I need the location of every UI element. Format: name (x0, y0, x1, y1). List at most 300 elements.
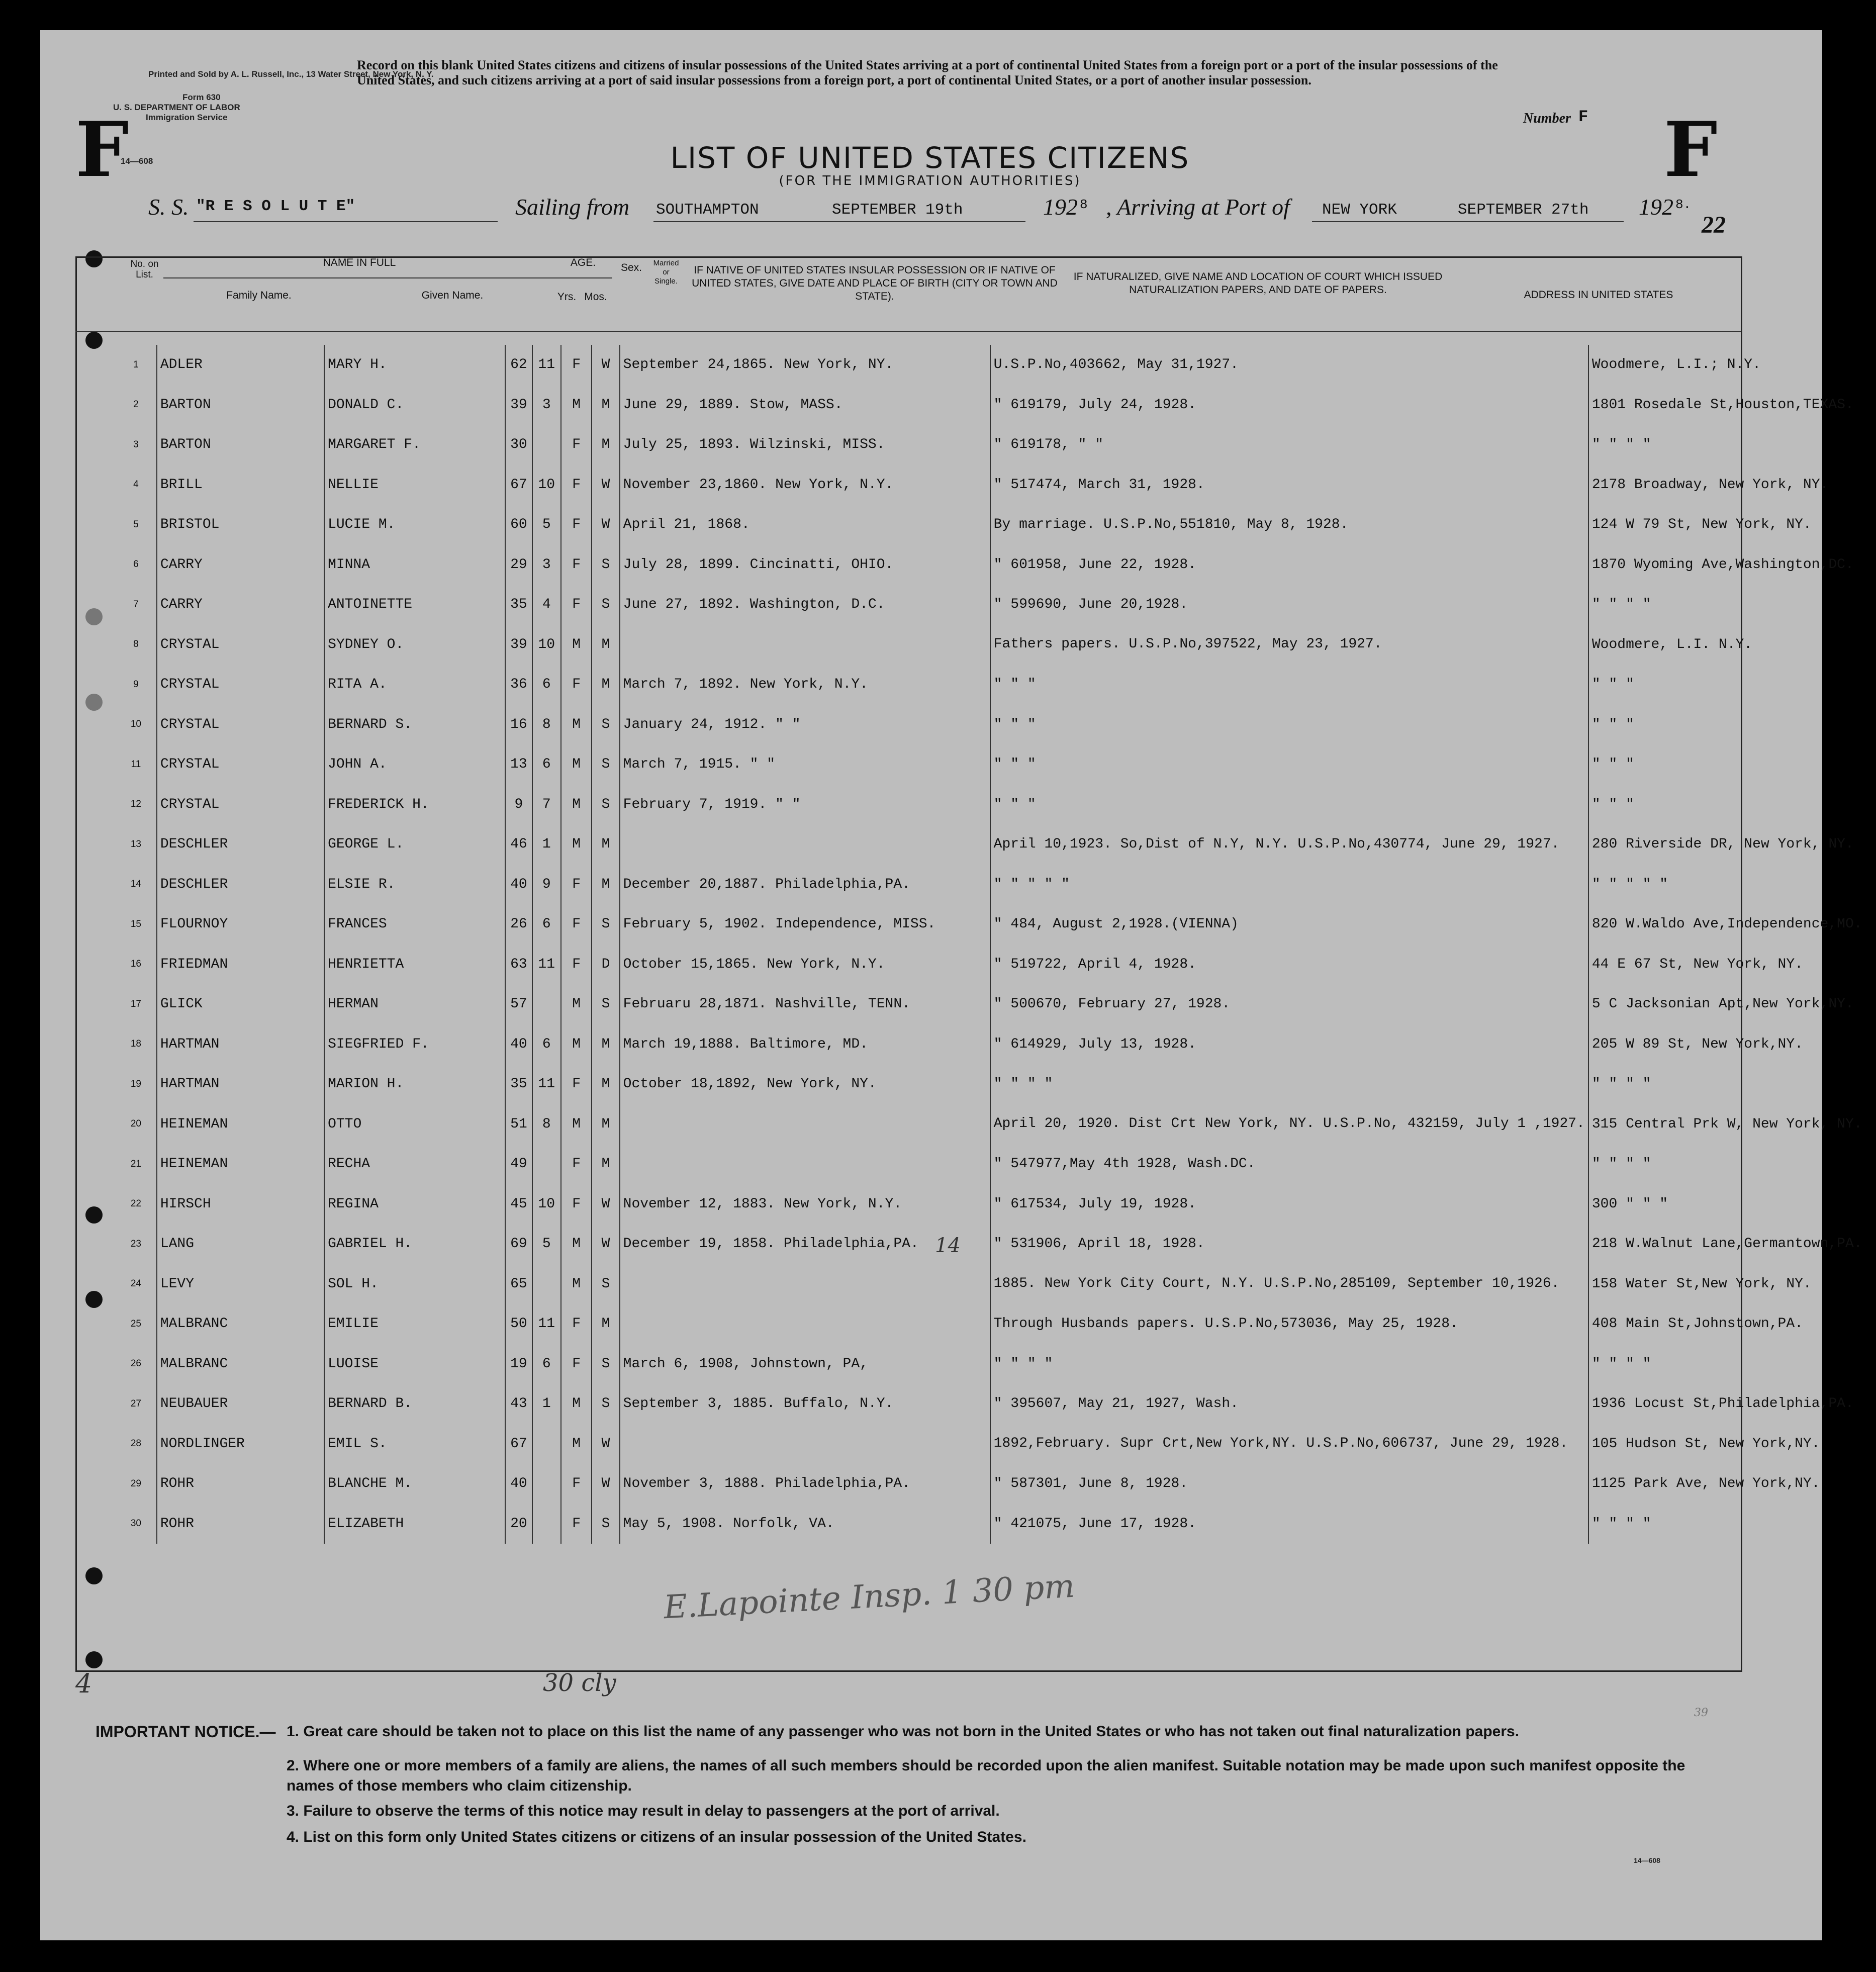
given-name: HENRIETTA (324, 945, 505, 985)
table-row (116, 984, 1876, 1024)
family-name: CRYSTAL (157, 744, 324, 785)
given-name: HERMAN (324, 984, 505, 1024)
birth-info (620, 1424, 990, 1464)
header-married: Married or Single. (653, 259, 679, 286)
family-name: NEUBAUER (157, 1384, 324, 1424)
age-years: 60 (505, 505, 532, 545)
record-instructions: Record on this blank United States citizens and citizens of insular possessions of the United States arriving at a port of continental United States from a foreign port or a port of the insular possessions of the United States, and such citizens arriving at a port of said insular possessions from a foreign port, a port of continental United States, or a port of another insular possession. (357, 58, 1498, 87)
table-row (116, 1264, 1876, 1304)
age-months (532, 984, 561, 1024)
naturalization-info: " 587301, June 8, 1928. (990, 1464, 1588, 1504)
marital-status: S (592, 984, 619, 1024)
age-years: 36 (505, 665, 532, 705)
row-number: 8 (116, 625, 157, 665)
birth-info (620, 625, 990, 665)
age-months: 5 (532, 505, 561, 545)
naturalization-info: " 619178, " " (990, 425, 1588, 465)
us-address: " " " " (1591, 1356, 1651, 1372)
citizen-count-note: 30 cly (543, 1669, 616, 1697)
given-name: MARGARET F. (324, 425, 505, 465)
us-address: 1801 Rosedale St,Houston,TEXAS. (1591, 397, 1854, 413)
given-name: MARY H. (324, 345, 505, 385)
family-name: CRYSTAL (157, 785, 324, 825)
marital-status: M (592, 665, 619, 705)
sex: F (561, 945, 592, 985)
naturalization-info: " 395607, May 21, 1927, Wash. (990, 1384, 1588, 1424)
sex: M (561, 1424, 592, 1464)
given-name: BERNARD S. (324, 705, 505, 745)
sex: M (561, 785, 592, 825)
table-row (116, 385, 1876, 425)
marital-status: S (592, 785, 619, 825)
sex: M (561, 385, 592, 425)
us-address: Woodmere, L.I. N.Y. (1591, 636, 1753, 652)
age-months: 5 (532, 1224, 561, 1264)
family-name: HEINEMAN (157, 1104, 324, 1145)
row-number: 19 (116, 1064, 157, 1104)
departure-port: SOUTHAMPTON (656, 201, 759, 219)
header-name-in-full: NAME IN FULL (323, 257, 396, 268)
us-address: " " " " (1591, 1156, 1651, 1172)
header-family: Family Name. (226, 290, 292, 301)
departure-year-prefix: 192 (1043, 194, 1078, 220)
given-name: JOHN A. (324, 744, 505, 785)
row-number: 2 (116, 385, 157, 425)
family-name: HARTMAN (157, 1064, 324, 1104)
naturalization-info: 1892,February. Supr Crt,New York,NY. U.S.P.No,606737, June 29, 1928. (990, 1424, 1588, 1464)
table-row (116, 345, 1876, 385)
naturalization-info: 1885. New York City Court, N.Y. U.S.P.No,285109, September 10,1926. (990, 1264, 1588, 1304)
family-name: CARRY (157, 545, 324, 585)
birth-info: October 15,1865. New York, N.Y. (620, 945, 990, 985)
us-address: " " " (1591, 757, 1634, 773)
us-address: 408 Main St,Johnstown,PA. (1591, 1316, 1803, 1332)
row-number: 12 (116, 785, 157, 825)
birth-info: February 7, 1919. " " (620, 785, 990, 825)
row-number: 9 (116, 665, 157, 705)
marital-status: W (592, 1464, 619, 1504)
naturalization-info: " " " (990, 665, 1588, 705)
family-name: MALBRANC (157, 1344, 324, 1384)
header-sex: Sex. (620, 262, 642, 273)
header-mos: Mos. (584, 291, 607, 303)
age-months (532, 1424, 561, 1464)
age-years: 19 (505, 1344, 532, 1384)
marital-status: W (592, 1184, 619, 1225)
age-months: 4 (532, 585, 561, 625)
age-months: 10 (532, 465, 561, 505)
table-row (116, 1424, 1876, 1464)
table-row (116, 1144, 1876, 1184)
given-name: MARION H. (324, 1064, 505, 1104)
us-address: " " " (1591, 796, 1634, 812)
arriving-label: , Arriving at Port of (1106, 194, 1290, 220)
birth-info: February 5, 1902. Independence, MISS. (620, 904, 990, 945)
given-name: RITA A. (324, 665, 505, 705)
age-months: 11 (532, 1064, 561, 1104)
table-row (116, 1064, 1876, 1104)
departure-underline (653, 221, 1025, 222)
manifest-table (116, 345, 1876, 1544)
naturalization-info: By marriage. U.S.P.No,551810, May 8, 1928. (990, 505, 1588, 545)
given-name: ANTOINETTE (324, 585, 505, 625)
family-name: FLOURNOY (157, 904, 324, 945)
family-name: BARTON (157, 385, 324, 425)
us-address: 44 E 67 St, New York, NY. (1591, 956, 1803, 972)
printer-line: Printed and Sold by A. L. Russell, Inc., 13 Water Street, New York, N. Y. (148, 69, 434, 79)
naturalization-info: April 20, 1920. Dist Crt New York, NY. U.S.P.No, 432159, July 1 ,1927. (990, 1104, 1588, 1145)
header-rule (75, 331, 1741, 332)
sex: M (561, 1104, 592, 1145)
family-name: HEINEMAN (157, 1144, 324, 1184)
naturalization-info: " 599690, June 20,1928. (990, 585, 1588, 625)
given-name: LUCIE M. (324, 505, 505, 545)
age-months: 3 (532, 385, 561, 425)
family-name: HARTMAN (157, 1024, 324, 1065)
age-header-rule (552, 277, 612, 278)
age-months: 6 (532, 665, 561, 705)
age-months: 1 (532, 1384, 561, 1424)
naturalization-info: " 519722, April 4, 1928. (990, 945, 1588, 985)
given-name: ELIZABETH (324, 1504, 505, 1544)
sex: F (561, 1504, 592, 1544)
birth-info: October 18,1892, New York, NY. (620, 1064, 990, 1104)
handwritten-figure: 14 (935, 1234, 961, 1257)
us-address: " " " " (1591, 1516, 1651, 1532)
birth-info: May 5, 1908. Norfolk, VA. (620, 1504, 990, 1544)
sex: F (561, 1464, 592, 1504)
family-name: CRYSTAL (157, 705, 324, 745)
age-months (532, 1504, 561, 1544)
given-name: EMILIE (324, 1304, 505, 1344)
table-row (116, 904, 1876, 945)
row-number: 30 (116, 1504, 157, 1544)
row-number: 24 (116, 1264, 157, 1304)
sex: M (561, 705, 592, 745)
row-number: 4 (116, 465, 157, 505)
row-number: 1 (116, 345, 157, 385)
row-number: 5 (116, 505, 157, 545)
important-notice-label: IMPORTANT NOTICE.— (96, 1723, 276, 1741)
given-name: FREDERICK H. (324, 785, 505, 825)
table-row (116, 1184, 1876, 1225)
inspector-signature: E.Lapointe Insp. 1 30 pm (663, 1567, 1076, 1627)
marital-status: W (592, 465, 619, 505)
row-number: 6 (116, 545, 157, 585)
birth-info (620, 824, 990, 865)
naturalization-info: Through Husbands papers. U.S.P.No,573036, May 25, 1928. (990, 1304, 1588, 1344)
sex: F (561, 1344, 592, 1384)
marital-status: S (592, 744, 619, 785)
naturalization-info: U.S.P.No,403662, May 31,1927. (990, 345, 1588, 385)
naturalization-info: " " " (990, 785, 1588, 825)
page-title: LIST OF UNITED STATES CITIZENS (670, 141, 1190, 175)
table-row (116, 705, 1876, 745)
us-address: 280 Riverside DR, New York, NY. (1591, 836, 1854, 853)
marital-status: M (592, 425, 619, 465)
birth-info: September 3, 1885. Buffalo, N.Y. (620, 1384, 990, 1424)
row-number: 10 (116, 705, 157, 745)
row-number: 25 (116, 1304, 157, 1344)
given-name: EMIL S. (324, 1424, 505, 1464)
given-name: SOL H. (324, 1264, 505, 1304)
marital-status: M (592, 1144, 619, 1184)
birth-info: July 28, 1899. Cincinatti, OHIO. (620, 545, 990, 585)
age-months: 3 (532, 545, 561, 585)
table-row (116, 1384, 1876, 1424)
row-number: 21 (116, 1144, 157, 1184)
us-address: " " " " (1591, 1076, 1651, 1092)
age-months (532, 1264, 561, 1304)
age-years: 69 (505, 1224, 532, 1264)
us-address: " " " " (1591, 597, 1651, 613)
age-months: 10 (532, 625, 561, 665)
naturalization-info: " 517474, March 31, 1928. (990, 465, 1588, 505)
age-years: 43 (505, 1384, 532, 1424)
arrival-port: NEW YORK (1322, 201, 1397, 219)
marital-status: W (592, 1224, 619, 1264)
age-years: 40 (505, 865, 532, 905)
table-row (116, 465, 1876, 505)
given-name: RECHA (324, 1144, 505, 1184)
birth-info: December 19, 1858. Philadelphia,PA. (620, 1224, 990, 1264)
table-row (116, 865, 1876, 905)
age-years: 67 (505, 1424, 532, 1464)
age-years: 35 (505, 585, 532, 625)
naturalization-info: " 500670, February 27, 1928. (990, 984, 1588, 1024)
age-months: 1 (532, 824, 561, 865)
us-address: 5 C Jacksonian Apt,New York,NY. (1591, 996, 1854, 1012)
sheet-number: 22 (1702, 212, 1726, 238)
age-months: 11 (532, 945, 561, 985)
table-row (116, 1504, 1876, 1544)
marital-status: S (592, 1384, 619, 1424)
age-years: 39 (505, 385, 532, 425)
age-years: 40 (505, 1024, 532, 1065)
birth-info: December 20,1887. Philadelphia,PA. (620, 865, 990, 905)
age-years: 26 (505, 904, 532, 945)
naturalization-info: " 531906, April 18, 1928. (990, 1224, 1588, 1264)
marital-status: W (592, 1424, 619, 1464)
given-name: SIEGFRIED F. (324, 1024, 505, 1065)
given-name: LUOISE (324, 1344, 505, 1384)
ship-name: "R E S O L U T E" (196, 198, 355, 215)
given-name: MINNA (324, 545, 505, 585)
sex: M (561, 1264, 592, 1304)
row-number: 17 (116, 984, 157, 1024)
age-years: 9 (505, 785, 532, 825)
arrival-underline (1312, 221, 1624, 222)
table-row (116, 1104, 1876, 1145)
arrival-year-prefix: 192 (1639, 194, 1673, 220)
us-address: 1125 Park Ave, New York,NY. (1591, 1476, 1820, 1492)
family-name: FRIEDMAN (157, 945, 324, 985)
number-label: Number (1523, 111, 1571, 126)
birth-info: November 12, 1883. New York, N.Y. (620, 1184, 990, 1225)
sex: F (561, 425, 592, 465)
table-row (116, 545, 1876, 585)
marital-status: M (592, 1304, 619, 1344)
table-row (116, 1344, 1876, 1384)
family-name: CARRY (157, 585, 324, 625)
marital-status: M (592, 824, 619, 865)
family-name: BRISTOL (157, 505, 324, 545)
margin-note: 4 (75, 1669, 92, 1699)
family-name: ADLER (157, 345, 324, 385)
family-name: DESCHLER (157, 824, 324, 865)
header-no: No. on List. (130, 259, 159, 280)
age-months: 6 (532, 744, 561, 785)
sex: F (561, 1064, 592, 1104)
notice-item: 2. Where one or more members of a family are aliens, the names of all such members should be recorded upon the alien manifest. Suitable notation may be made upon such manifest opposite the names of those members who claim citizenship. (287, 1757, 1685, 1794)
age-months (532, 1144, 561, 1184)
notice-item: 3. Failure to observe the terms of this notice may result in delay to passengers at the port of arrival. (287, 1803, 1000, 1819)
ship-underline (194, 221, 498, 222)
header-naturalized: IF NATURALIZED, GIVE NAME AND LOCATION OF COURT WHICH ISSUED NATURALIZATION PAPERS, AND DATE OF PAPERS. (1073, 271, 1443, 296)
header-address: ADDRESS IN UNITED STATES (1524, 289, 1673, 301)
given-name: FRANCES (324, 904, 505, 945)
department-label: U. S. DEPARTMENT OF LABOR (113, 103, 240, 112)
age-months: 7 (532, 785, 561, 825)
given-name: BERNARD B. (324, 1384, 505, 1424)
naturalization-info: " " " " (990, 1064, 1588, 1104)
us-address: 1936 Locust St,Philadelphia,PA. (1591, 1396, 1854, 1412)
table-row (116, 1464, 1876, 1504)
row-number: 18 (116, 1024, 157, 1065)
family-name: ROHR (157, 1504, 324, 1544)
sex: M (561, 984, 592, 1024)
marital-status: M (592, 385, 619, 425)
given-name: REGINA (324, 1184, 505, 1225)
family-name: BARTON (157, 425, 324, 465)
us-address: " " " " " (1591, 876, 1668, 892)
sex: M (561, 1224, 592, 1264)
sex: F (561, 904, 592, 945)
age-years: 57 (505, 984, 532, 1024)
family-name: ROHR (157, 1464, 324, 1504)
naturalization-info: " " " " (990, 1344, 1588, 1384)
sex: F (561, 665, 592, 705)
row-number: 26 (116, 1344, 157, 1384)
naturalization-info: April 10,1923. So,Dist of N.Y, N.Y. U.S.P.No,430774, June 29, 1927. (990, 824, 1588, 865)
sailing-label: Sailing from (515, 194, 630, 220)
marital-status: M (592, 1104, 619, 1145)
naturalization-info: Fathers papers. U.S.P.No,397522, May 23, 1927. (990, 625, 1588, 665)
age-years: 63 (505, 945, 532, 985)
family-name: DESCHLER (157, 865, 324, 905)
sex: F (561, 1184, 592, 1225)
given-name: GEORGE L. (324, 824, 505, 865)
form-number: Form 630 (182, 92, 221, 102)
age-years: 39 (505, 625, 532, 665)
given-name: GABRIEL H. (324, 1224, 505, 1264)
header-native: IF NATIVE OF UNITED STATES INSULAR POSSESSION OR IF NATIVE OF UNITED STATES, GIVE DATE AND PLACE OF BIRTH (CITY OR TOWN AND STATE). (692, 264, 1058, 302)
naturalization-info: " " " (990, 744, 1588, 785)
given-name: SYDNEY O. (324, 625, 505, 665)
us-address: 820 W.Waldo Ave,Independence,MO. (1591, 916, 1862, 932)
row-number: 14 (116, 865, 157, 905)
family-name: BRILL (157, 465, 324, 505)
us-address: " " " " (1591, 437, 1651, 453)
table-row (116, 1024, 1876, 1065)
us-address: 124 W 79 St, New York, NY. (1591, 517, 1812, 533)
sex: F (561, 865, 592, 905)
header-yrs: Yrs. (557, 291, 577, 303)
naturalization-info: " 617534, July 19, 1928. (990, 1184, 1588, 1225)
age-years: 30 (505, 425, 532, 465)
age-months: 11 (532, 1304, 561, 1344)
table-row (116, 505, 1876, 545)
marital-status: M (592, 1064, 619, 1104)
age-months: 6 (532, 1344, 561, 1384)
age-months: 11 (532, 345, 561, 385)
table-row (116, 625, 1876, 665)
naturalization-info: " " " " " (990, 865, 1588, 905)
us-address: Woodmere, L.I.; N.Y. (1591, 357, 1761, 373)
marital-status: S (592, 904, 619, 945)
sex: F (561, 1304, 592, 1344)
sex: F (561, 345, 592, 385)
birth-info: March 7, 1892. New York, N.Y. (620, 665, 990, 705)
age-years: 35 (505, 1064, 532, 1104)
name-header-rule (163, 277, 560, 278)
birth-info: March 19,1888. Baltimore, MD. (620, 1024, 990, 1065)
us-address: " " " (1591, 677, 1634, 693)
row-number: 27 (116, 1384, 157, 1424)
birth-info: September 24,1865. New York, NY. (620, 345, 990, 385)
row-number: 23 (116, 1224, 157, 1264)
marital-status: M (592, 1024, 619, 1065)
notice-item: 1. Great care should be taken not to place on this list the name of any passenger who was not born in the United States or who has not taken out final naturalization papers. (287, 1723, 1520, 1740)
naturalization-info: " 619179, July 24, 1928. (990, 385, 1588, 425)
family-name: MALBRANC (157, 1304, 324, 1344)
form-letter-right: F (1664, 106, 1718, 194)
sex: F (561, 545, 592, 585)
sex: M (561, 1024, 592, 1065)
age-years: 40 (505, 1464, 532, 1504)
table-row (116, 425, 1876, 465)
header-given: Given Name. (421, 290, 484, 301)
us-address: 218 W.Walnut Lane,Germantown,PA. (1591, 1236, 1862, 1252)
form-code-top: 14—608 (121, 156, 153, 166)
table-row (116, 1304, 1876, 1344)
birth-info (620, 1104, 990, 1145)
sex: M (561, 824, 592, 865)
naturalization-info: " " " (990, 705, 1588, 745)
given-name: BLANCHE M. (324, 1464, 505, 1504)
age-years: 13 (505, 744, 532, 785)
given-name: NELLIE (324, 465, 505, 505)
birth-info: November 23,1860. New York, N.Y. (620, 465, 990, 505)
arrival-date: SEPTEMBER 27th (1458, 201, 1589, 219)
age-years: 29 (505, 545, 532, 585)
table-row (116, 585, 1876, 625)
naturalization-info: " 547977,May 4th 1928, Wash.DC. (990, 1144, 1588, 1184)
row-number: 11 (116, 744, 157, 785)
age-years: 50 (505, 1304, 532, 1344)
naturalization-info: " 421075, June 17, 1928. (990, 1504, 1588, 1544)
notice-item: 4. List on this form only United States citizens or citizens of an insular possession of the United States. (287, 1829, 1026, 1845)
us-address: 300 " " " (1591, 1196, 1668, 1212)
row-number: 16 (116, 945, 157, 985)
family-name: LANG (157, 1224, 324, 1264)
marital-status: S (592, 1264, 619, 1304)
age-years: 46 (505, 824, 532, 865)
birth-info (620, 1304, 990, 1344)
birth-info: June 29, 1889. Stow, MASS. (620, 385, 990, 425)
age-months: 6 (532, 904, 561, 945)
birth-info: March 7, 1915. " " (620, 744, 990, 785)
